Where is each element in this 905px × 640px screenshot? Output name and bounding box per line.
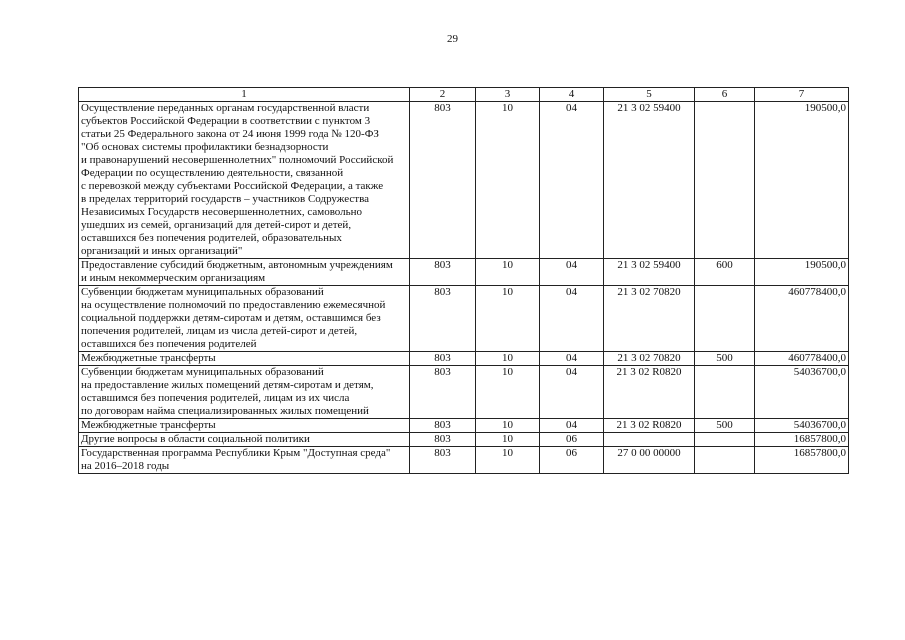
grbs-cell: 803 (410, 352, 476, 366)
expense-name-line: Независимых Государств несовершеннолетних, самовольно (81, 206, 363, 218)
budget-table (78, 87, 849, 474)
expense-type-cell (695, 102, 755, 259)
expense-name-line: Субвенции бюджетам муниципальных образований (81, 286, 324, 298)
expense-name-line: "Об основах системы профилактики безнадзорности (81, 141, 329, 153)
target-article-cell: 21 3 02 70820 (604, 352, 695, 366)
expense-name-line: Осуществление переданных органам государственной власти (81, 102, 370, 114)
grbs-cell: 803 (410, 286, 476, 352)
expense-type-cell: 600 (695, 259, 755, 286)
table-row (79, 102, 849, 259)
subsection-cell: 04 (540, 352, 604, 366)
header-cell: 5 (604, 88, 695, 102)
grbs-cell: 803 (410, 366, 476, 419)
expense-name-line: Другие вопросы в области социальной политики (81, 433, 310, 445)
expense-name-line: Межбюджетные трансферты (81, 419, 216, 431)
grbs-cell: 803 (410, 259, 476, 286)
table-row (79, 286, 849, 352)
amount-cell: 190500,0 (755, 259, 849, 286)
expense-type-cell (695, 447, 755, 474)
expense-name-line: организаций и иных организаций" (81, 245, 243, 257)
section-cell: 10 (476, 366, 540, 419)
section-cell: 10 (476, 447, 540, 474)
subsection-cell: 04 (540, 102, 604, 259)
section-cell: 10 (476, 352, 540, 366)
expense-name-cell (79, 259, 410, 286)
target-article-cell: 21 3 02 R0820 (604, 419, 695, 433)
expense-name-line: ушедших из семей, организаций для детей-сирот и детей, (81, 219, 352, 231)
section-cell: 10 (476, 419, 540, 433)
expense-type-cell (695, 286, 755, 352)
grbs-cell: 803 (410, 447, 476, 474)
header-cell: 6 (695, 88, 755, 102)
table-row (79, 433, 849, 447)
expense-name-cell (79, 102, 410, 259)
expense-name-cell (79, 447, 410, 474)
section-cell: 10 (476, 286, 540, 352)
expense-name-line: оставшихся без попечения родителей (81, 338, 257, 350)
header-cell: 7 (755, 88, 849, 102)
expense-name-line: Межбюджетные трансферты (81, 352, 216, 364)
amount-cell: 460778400,0 (755, 352, 849, 366)
page-number: 29 (447, 33, 458, 45)
expense-name-line: Субвенции бюджетам муниципальных образований (81, 366, 324, 378)
expense-name-line: с перевозкой между субъектами Российской Федерации, а также (81, 180, 384, 192)
expense-type-cell (695, 433, 755, 447)
amount-cell: 16857800,0 (755, 447, 849, 474)
expense-name-line: Федерации по осуществлению деятельности, связанной (81, 167, 344, 179)
subsection-cell: 06 (540, 447, 604, 474)
table-row (79, 366, 849, 419)
expense-name-line: на 2016–2018 годы (81, 460, 170, 472)
expense-name-line: на предоставление жилых помещений детям-сиротам и детям, (81, 379, 374, 391)
subsection-cell: 06 (540, 433, 604, 447)
target-article-cell: 27 0 00 00000 (604, 447, 695, 474)
table-header-row (79, 88, 849, 102)
expense-name-line: Предоставление субсидий бюджетным, автономным учреждениям (81, 259, 393, 271)
expense-name-line: Государственная программа Республики Крым "Доступная среда" (81, 447, 391, 459)
header-cell: 2 (410, 88, 476, 102)
amount-cell: 54036700,0 (755, 419, 849, 433)
expense-name-line: оставшихся без попечения родителей, образовательных (81, 232, 342, 244)
expense-name-line: в пределах территорий государств – участников Содружества (81, 193, 370, 205)
amount-cell: 54036700,0 (755, 366, 849, 419)
target-article-cell (604, 433, 695, 447)
header-cell: 3 (476, 88, 540, 102)
expense-name-line: по договорам найма специализированных жилых помещений (81, 405, 369, 417)
subsection-cell: 04 (540, 286, 604, 352)
amount-cell: 16857800,0 (755, 433, 849, 447)
grbs-cell: 803 (410, 433, 476, 447)
amount-cell: 190500,0 (755, 102, 849, 259)
expense-name-cell (79, 433, 410, 447)
expense-name-line: и правонарушений несовершеннолетних" полномочий Российской (81, 154, 394, 166)
header-cell: 1 (79, 88, 410, 102)
section-cell: 10 (476, 433, 540, 447)
table-row (79, 352, 849, 366)
expense-name-line: субъектов Российской Федерации в соответствии с пунктом 3 (81, 115, 371, 127)
header-cell: 4 (540, 88, 604, 102)
target-article-cell: 21 3 02 70820 (604, 286, 695, 352)
table-row (79, 419, 849, 433)
table-row (79, 447, 849, 474)
subsection-cell: 04 (540, 366, 604, 419)
expense-type-cell: 500 (695, 352, 755, 366)
expense-name-line: на осуществление полномочий по предоставлению ежемесячной (81, 299, 386, 311)
target-article-cell: 21 3 02 59400 (604, 259, 695, 286)
expense-type-cell (695, 366, 755, 419)
target-article-cell: 21 3 02 R0820 (604, 366, 695, 419)
grbs-cell: 803 (410, 102, 476, 259)
grbs-cell: 803 (410, 419, 476, 433)
expense-name-cell (79, 352, 410, 366)
expense-name-cell (79, 366, 410, 419)
section-cell: 10 (476, 102, 540, 259)
section-cell: 10 (476, 259, 540, 286)
expense-name-line: попечения родителей, лицам из числа детей-сирот и детей, (81, 325, 358, 337)
expense-name-cell (79, 286, 410, 352)
subsection-cell: 04 (540, 419, 604, 433)
expense-name-line: и иным некоммерческим организациям (81, 272, 266, 284)
expense-name-line: статьи 25 Федерального закона от 24 июня 1999 года № 120-ФЗ (81, 128, 379, 140)
expense-type-cell: 500 (695, 419, 755, 433)
target-article-cell: 21 3 02 59400 (604, 102, 695, 259)
expense-name-line: социальной поддержки детям-сиротам и детям, оставшимся без (81, 312, 381, 324)
table-row (79, 259, 849, 286)
expense-name-cell (79, 419, 410, 433)
expense-name-line: оставшимся без попечения родителей, лицам из их числа (81, 392, 350, 404)
subsection-cell: 04 (540, 259, 604, 286)
amount-cell: 460778400,0 (755, 286, 849, 352)
